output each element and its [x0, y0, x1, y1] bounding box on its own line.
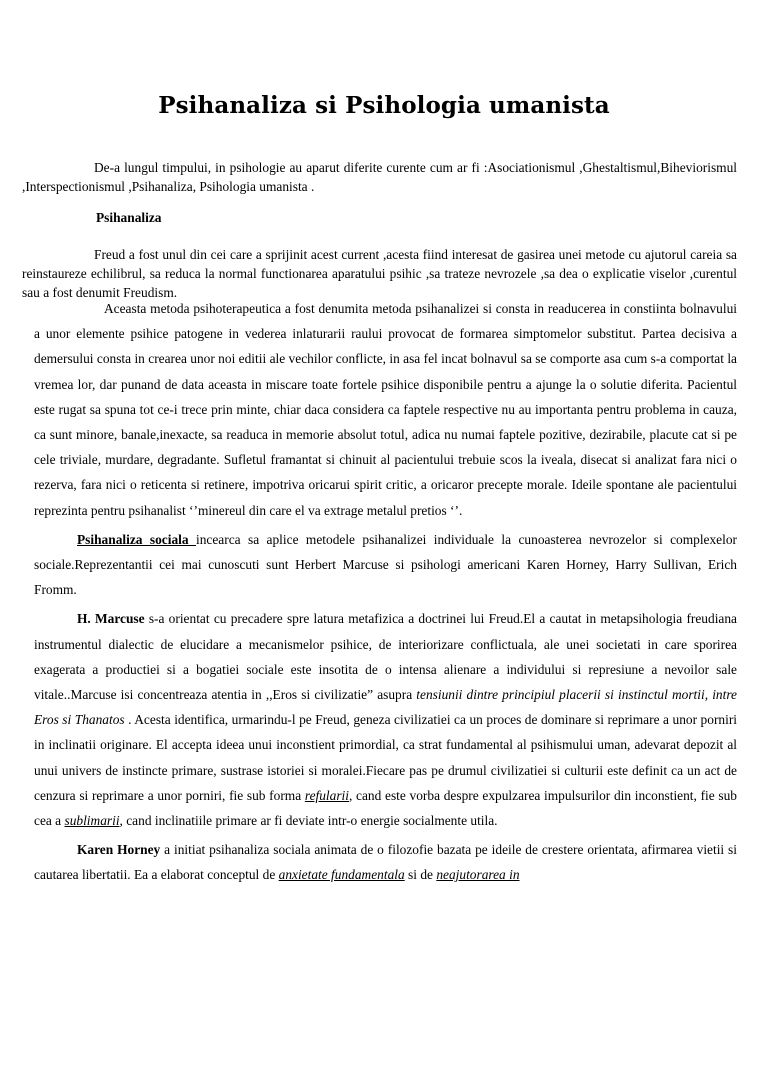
- marcuse-text-4: , cand inclinatiile primare ar fi deviate intr-o energie socialmente utila.: [119, 813, 498, 829]
- social-term: Psihanaliza sociala: [77, 531, 196, 547]
- section-heading: Psihanaliza: [96, 210, 162, 225]
- horney-text-1: a initiat psihanaliza sociala animata de o filozofie bazata pe ideile de crestere orientata, afirmarea vietii si cautarea libertatii. Ea a elaborat conceptul de: [34, 842, 737, 883]
- method-paragraph: Aceasta metoda psihoterapeutica a fost denumita metoda psihanalizei si consta in readucerea in constiinta bolnavului a unor elemente psihice patogene in vederea inlaturarii raului provocat de formarea simptomelor substitut. Partea decisiva a demersului consta in crearea unor noi editii ale vechilor conflicte, in asa fel incat bolnavul sa se comporte asa cum s-a comportat la vremea lor, dar punand de data aceasta in miscare toate fortele psihice disponibile pentru a ajunge la o solutie diferita. Pacientul este rugat sa spuna tot ce-i trece prin minte, chiar daca considera ca faptele respective nu au importanta pentru problema in cauza, ca sunt minore, banale,inexacte, sa readuca in memorie absolut totul, adica nu numai faptele pozitive, dezirabile, placute cat si pe cele triviale, murdare, degradante. Sufletul framantat si chinuit al pacientului trebuie scos la iveala, disecat si analizat fara nici o rezerva, fara nici o reticenta si retinere, impotriva oricarui spirit critic, a oricaror precepte morale. Ideile spontane ale pacientului reprezinta pentru psihanalist ‘’minereul din care el va extrage metalul pretios ‘’.: [34, 301, 737, 518]
- horney-text-2: si de: [404, 867, 437, 883]
- marcuse-text-1: s-a orientat cu precadere spre latura metafizica a doctrinei lui Freud.El a cautat in metapsihologia freudiana instrumentul dialectic de elucidare a mecanismelor psihice, de interiorizare conflictuala, ale unei societati in care sporirea exagerata a productiei si a bogatiei sociale este insotita de o intensa alienare a individului si represiune a nevoilor sale vitale..Marcuse isi concentreaza atentia in ,,Eros si civilizatie” asupra: [34, 611, 737, 703]
- horney-name: Karen Horney: [77, 842, 161, 858]
- body-text: [34, 296, 737, 892]
- social-paragraph: [34, 527, 737, 603]
- marcuse-italic-1: tensiunii dintre principiul placerii si instinctul mortii, intre Eros si Thanatos: [34, 687, 737, 728]
- horney-italic-1: anxietate fundamentala: [278, 867, 405, 883]
- freud-paragraph: [22, 245, 737, 302]
- marcuse-text-3: , cand este vorba despre expulzarea impulsurilor din inconstient, fie sub cea a: [34, 787, 737, 829]
- page-title: Psihanaliza si Psihologia umanista: [158, 92, 610, 119]
- social-text: incearca sa aplice metodele psihanalizei individuale la cunoasterea nevrozelor si complexelor sociale.Reprezentantii cei mai cunoscuti sunt Herbert Marcuse si psihologi americani Karen Horney, Harry Sullivan, Erich Fromm.: [34, 531, 737, 598]
- marcuse-italic-2: refularii: [304, 787, 349, 803]
- marcuse-paragraph: [34, 606, 737, 833]
- intro-paragraph: [22, 158, 737, 196]
- marcuse-text-2: . Acesta identifica, urmarindu-l pe Freud, geneza civilizatiei ca un proces de dominare si reprimare a unor porniri in inclinatii originare. El accepta ideea unui inconstient primordial, ca strat fundamental al psihismului uman, adevarat depozit al unui univers de instincte primare, sustrase istoriei si moralei.Fiecare pas pe drumul civilizatiei si culturii este definit ca un act de cenzura si reprimare a unor porniri, fie sub forma: [34, 712, 737, 803]
- freud-text: Freud a fost unul din cei care a sprijinit acest current ,acesta fiind interesat de gasirea unei metode cu ajutorul careia sa reinstaureze echilibrul, sa reduca la normal functionarea aparatului psihic ,sa trateze nevrozele ,sa dea o explicatie viselor ,curentul sau a fost denumit Freudism.: [22, 247, 737, 300]
- marcuse-name: H. Marcuse: [77, 611, 145, 627]
- horney-italic-2: neajutorarea in: [436, 867, 520, 883]
- marcuse-italic-3: sublimarii: [64, 813, 120, 829]
- intro-text: De-a lungul timpului, in psihologie au aparut diferite curente cum ar fi :Asociationismul ,Ghestaltismul,Biheviorismul ,Interspectionismul ,Psihanaliza, Psihologia umanista .: [22, 160, 737, 194]
- horney-paragraph: [34, 837, 737, 887]
